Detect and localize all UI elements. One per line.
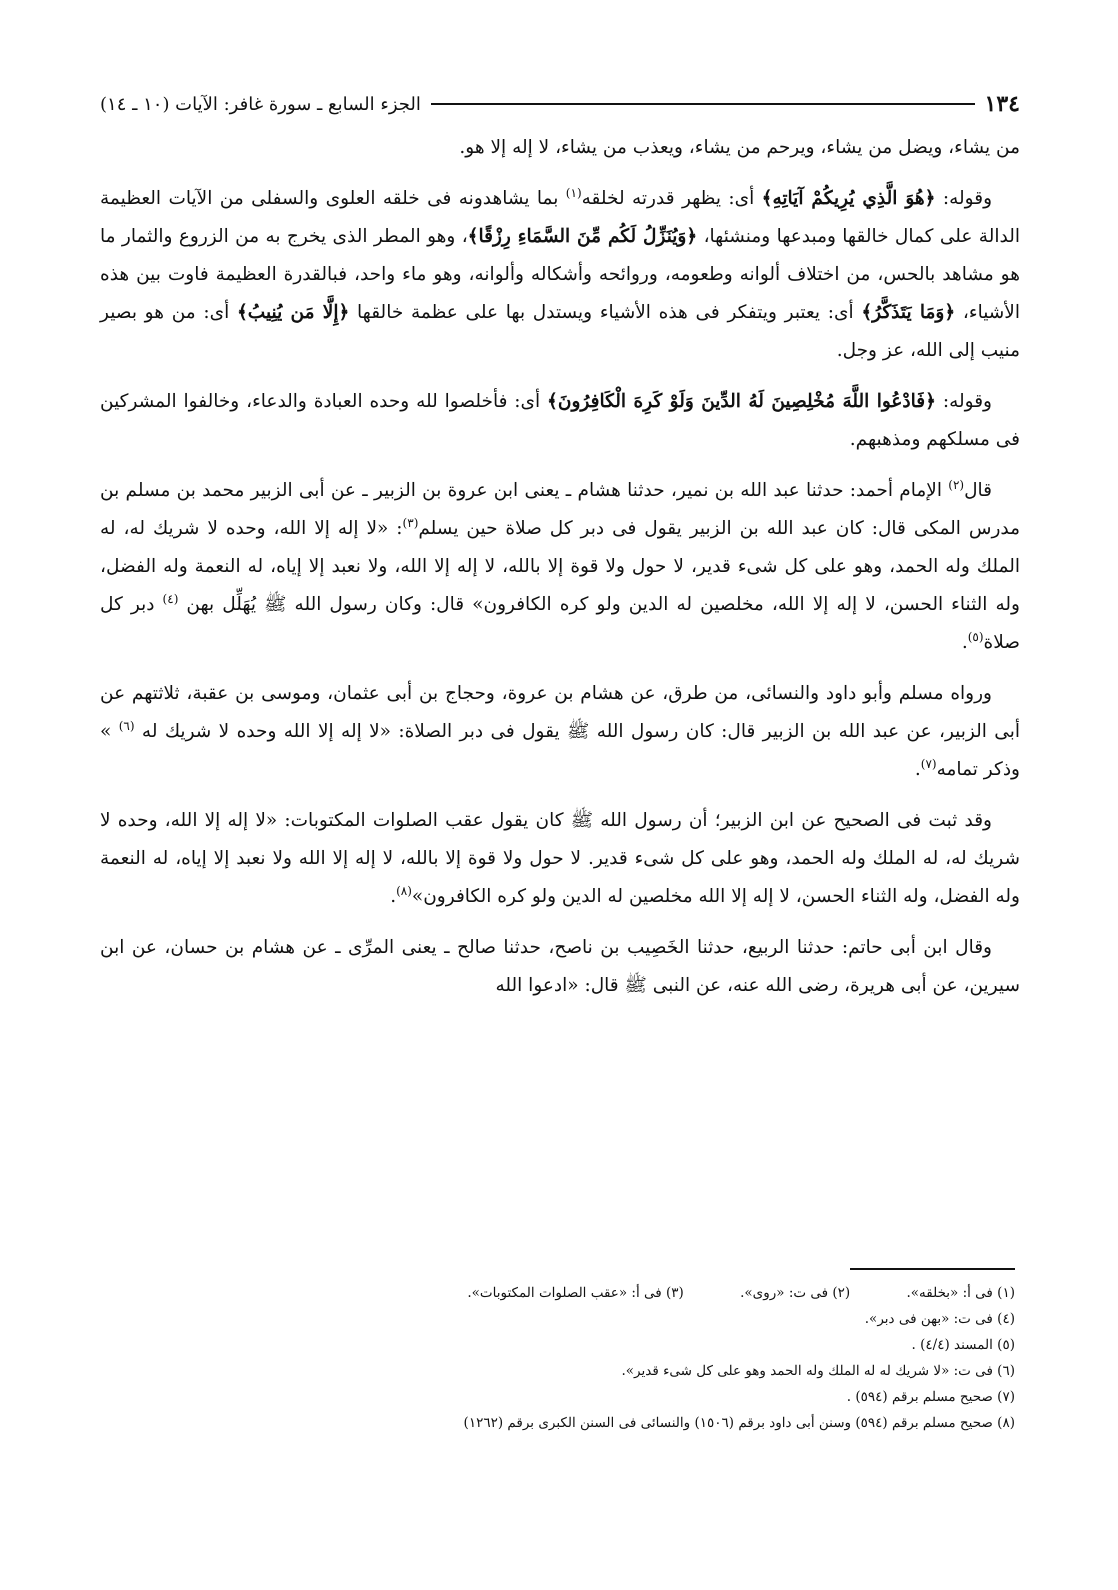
text-segment: : «لا إله إلا الله، وحده لا شريك له، له الملك وله الحمد، وهو على كل شىء قدير، لا حول ولا قوة إلا بالله، لا إله إلا الله، ولا نعبد إلا إياه، له النعمة وله الفضل، وله الثناء الحسن، لا إله إلا الله، مخلصين له الدين ولو كره الكافرون» قال: وكان رسول الله ﷺ يُهَلِّل بهن xyxy=(100,518,1020,615)
footnote: (٢) فى ت: «روى». xyxy=(740,1285,851,1301)
text-segment: . xyxy=(390,886,397,907)
footnote-marker: (٣) xyxy=(402,515,419,530)
text-segment: وقد ثبت فى الصحيح عن ابن الزبير؛ أن رسول الله ﷺ كان يقول عقب الصلوات المكتوبات: «لا إله إلا الله، وحده لا شريك له، له الملك وله الحمد، وهو على كل شىء قدير. لا حول ولا قوة إلا بالله، لا إله إلا الله ولا نعبد إلا إياه، له النعمة وله الفضل، وله الثناء الحسن، لا إله إلا الله مخلصين له الدين ولو كره الكافرون» xyxy=(100,810,1020,907)
text-segment: وقوله: xyxy=(936,391,992,412)
paragraph xyxy=(100,383,1020,459)
footnote: (٥) المسند (٤/٤) . xyxy=(911,1337,1015,1353)
footnote: (٣) فى أ: «عقب الصلوات المكتوبات». xyxy=(467,1285,684,1301)
text-segment: » وذكر تمامه xyxy=(100,721,1020,780)
text-segment: دبر كل صلاة xyxy=(100,594,1020,653)
paragraph xyxy=(100,129,1020,167)
paragraph xyxy=(100,675,1020,789)
text-segment: وقوله: xyxy=(935,188,992,209)
footnote-marker: (٦) xyxy=(118,718,135,733)
paragraph-text: من يشاء، ويضل من يشاء، ويرحم من يشاء، ويعذب من يشاء، لا إله إلا هو. xyxy=(459,137,1020,158)
running-title: الجزء السابع ـ سورة غافر: الآيات (١٠ ـ ١٤) xyxy=(100,93,421,115)
header-rule xyxy=(431,103,975,105)
footnote-marker: (١) xyxy=(565,185,582,200)
text-segment: أى: يظهر قدرته لخلقه xyxy=(581,188,762,209)
paragraph xyxy=(100,802,1020,916)
text-segment: بما يشاهدونه فى خلقه العلوى والسفلى من الآيات العظيمة الدالة على كمال خالقها ومبدعها ومنشئها، xyxy=(100,188,1020,247)
footnote: (٧) صحيح مسلم برقم (٥٩٤) . xyxy=(846,1389,1015,1405)
footnote-row xyxy=(100,1280,1015,1306)
footnote: (٤) فى ت: «بهن فى دبر». xyxy=(864,1311,1015,1327)
text-segment: ورواه مسلم وأبو داود والنسائى، من طرق، عن هشام بن عروة، وحجاج بن أبى عثمان، وموسى بن عقبة، ثلاثتهم عن أبى الزبير، عن عبد الله بن الزبير قال: كان رسول الله ﷺ يقول فى دبر الصلاة: «لا إله إلا الله وحده لا شريك له xyxy=(100,683,1020,742)
paragraph-text: وقال ابن أبى حاتم: حدثنا الربيع، حدثنا الخَصِيب بن ناصح، حدثنا صالح ـ يعنى المرِّى ـ عن هشام بن حسان، عن ابن سيرين، عن أبى هريرة، رضى الله عنه، عن النبى ﷺ قال: «ادعوا الله xyxy=(100,937,1020,996)
paragraph xyxy=(100,472,1020,662)
text-segment: . xyxy=(914,759,921,780)
quran-quote: ﴿وَيُنَزِّلُ لَكُم مِّنَ السَّمَاءِ رِزْقًا﴾ xyxy=(467,226,698,247)
footnote-marker: (٢) xyxy=(948,477,965,492)
footnote: (٨) صحيح مسلم برقم (٥٩٤) وسنن أبى داود برقم (١٥٠٦) والنسائى فى السنن الكبرى برقم (١٢٦٢) xyxy=(463,1415,1015,1431)
page-header xyxy=(100,85,1020,123)
footnote-marker: (٧) xyxy=(920,756,937,771)
paragraph xyxy=(100,929,1020,1005)
text-segment: أى: يعتبر ويتفكر فى هذه الأشياء ويستدل بها على عظمة خالقها xyxy=(349,302,862,323)
footnote-marker: (٨) xyxy=(396,883,412,898)
footnote: (٦) فى ت: «لا شريك له له الملك وله الحمد وهو على كل شىء قدير». xyxy=(621,1363,1015,1379)
text-segment: . xyxy=(961,632,968,653)
footnote: (١) فى أ: «بخلقه». xyxy=(906,1285,1015,1301)
quran-quote: ﴿إِلَّا مَن يُنِيبُ﴾ xyxy=(236,302,350,323)
book-page xyxy=(100,85,1020,1018)
main-text xyxy=(100,129,1020,1005)
page-number: ١٣٤ xyxy=(984,91,1020,117)
footnotes xyxy=(100,1280,1015,1436)
quran-quote: ﴿فَادْعُوا اللَّهَ مُخْلِصِينَ لَهُ الدِّينَ وَلَوْ كَرِهَ الْكَافِرُونَ﴾ xyxy=(547,391,936,412)
text-segment: قال xyxy=(964,480,992,501)
footnote-separator xyxy=(850,1268,1015,1270)
text-segment: ، وهو المطر الذى يخرج به من الزروع والثمار ما هو مشاهد بالحس، من اختلاف ألوانه وطعومه، وروائحه وأشكاله وألوانه، وهو ماء واحد، فبالقدرة العظيمة فاوت بين هذه الأشياء، xyxy=(100,226,1021,323)
footnote-marker: (٥) xyxy=(967,629,984,644)
text-segment: أى: من هو بصير منيب إلى الله، عز وجل. xyxy=(100,302,1020,361)
text-segment: الإمام أحمد: حدثنا عبد الله بن نمير، حدثنا هشام ـ يعنى ابن عروة بن الزبير ـ عن أبى الزبير محمد بن مسلم بن مدرس المكى قال: كان عبد الله بن الزبير يقول فى دبر كل صلاة حين يسلم xyxy=(100,480,1020,539)
text-segment: أى: فأخلصوا لله وحده العبادة والدعاء، وخالفوا المشركين فى مسلكهم ومذهبهم. xyxy=(100,391,1020,450)
paragraph xyxy=(100,180,1020,370)
footnote-marker: (٤) xyxy=(162,591,179,606)
quran-quote: ﴿هُوَ الَّذِي يُرِيكُمْ آيَاتِهِ﴾ xyxy=(761,188,936,209)
quran-quote: ﴿وَمَا يَتَذَكَّرُ﴾ xyxy=(861,302,956,323)
